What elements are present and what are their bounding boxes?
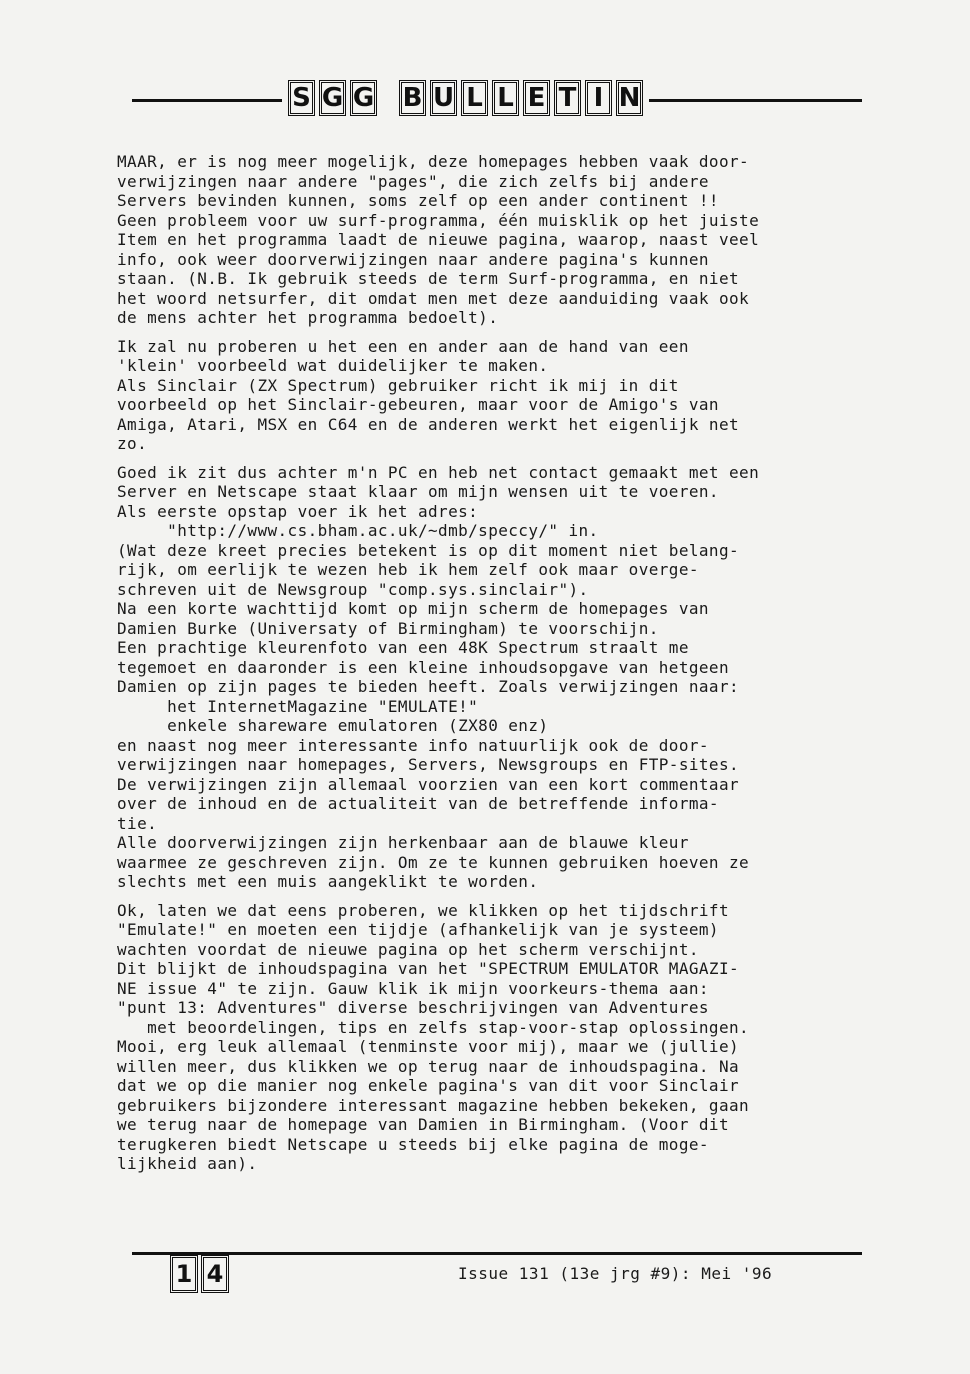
title-letter: L <box>461 80 488 116</box>
text-line: we terug naar de homepage van Damien in Birmingham. (Voor dit <box>117 1115 730 1134</box>
text-line: Alle doorverwijzingen zijn herkenbaar aan de blauwe kleur <box>117 833 689 852</box>
text-line: waarmee ze geschreven zijn. Om ze te kunnen gebruiken hoeven ze <box>117 852 750 872</box>
article-body <box>117 152 865 1183</box>
text-line: Geen probleem voor uw surf-programma, één muisklik op het juiste <box>117 210 760 230</box>
title-letter: E <box>523 80 550 116</box>
page-number <box>170 1255 229 1293</box>
paragraph <box>117 901 865 1174</box>
issue-info: Issue 131 (13e jrg #9): Mei '96 <box>458 1264 773 1283</box>
text-line: De verwijzingen zijn allemaal voorzien van een kort commentaar <box>117 774 740 794</box>
text-line: zo. <box>117 434 148 453</box>
text-line: Als Sinclair (ZX Spectrum) gebruiker richt ik mij in dit <box>117 375 679 395</box>
title-letter: B <box>399 80 426 116</box>
text-line: NE issue 4" te zijn. Gauw klik ik mijn voorkeurs-thema aan: <box>117 978 709 998</box>
text-line: gebruikers bijzondere interessant magazine hebben bekeken, gaan <box>117 1095 750 1115</box>
title-letter: S <box>288 80 315 116</box>
text-line: (Wat deze kreet precies betekent is op dit moment niet belang- <box>117 540 740 560</box>
text-line: Damien op zijn pages te bieden heeft. Zoals verwijzingen naar: <box>117 677 740 696</box>
bulletin-title <box>282 80 649 116</box>
title-letter: G <box>319 80 346 116</box>
text-line: lijkheid aan). <box>117 1154 258 1173</box>
footer-rule <box>132 1252 862 1255</box>
text-line: over de inhoud en de actualiteit van de betreffende informa- <box>117 794 719 813</box>
text-line: Als eerste opstap voer ik het adres: <box>117 501 479 521</box>
text-line: terugkeren biedt Netscape u steeds bij elke pagina de moge- <box>117 1134 709 1154</box>
text-line: Ik zal nu proberen u het een en ander aan de hand van een <box>117 336 689 356</box>
text-line: het woord netsurfer, dit omdat men met deze aanduiding vaak ook <box>117 288 750 308</box>
text-line: wachten voordat de nieuwe pagina op het scherm verschijnt. <box>117 939 699 959</box>
title-letter: L <box>492 80 519 116</box>
title-letter: U <box>430 80 457 116</box>
paragraph <box>117 152 865 328</box>
text-line: Een prachtige kleurenfoto van een 48K Spectrum straalt me <box>117 638 689 657</box>
title-letter: T <box>554 80 581 116</box>
title-letter: G <box>350 80 377 116</box>
text-line: tie. <box>117 813 158 833</box>
text-line: rijk, om eerlijk te wezen heb ik hem zelf ook maar overge- <box>117 560 699 579</box>
text-line: enkele shareware emulatoren (ZX80 enz) <box>117 716 549 735</box>
text-line: slechts met een muis aangeklikt te worden. <box>117 872 539 891</box>
title-letter: I <box>585 80 612 116</box>
text-line: "http://www.cs.bham.ac.uk/~dmb/speccy/" in. <box>117 521 599 540</box>
text-line: 'klein' voorbeeld wat duidelijker te maken. <box>117 356 549 375</box>
text-line: MAAR, er is nog meer mogelijk, deze homepages hebben vaak door- <box>117 152 750 171</box>
text-line: "Emulate!" en moeten een tijdje (afhankelijk van je systeem) <box>117 920 719 939</box>
page-digit: 4 <box>201 1255 229 1293</box>
text-line: willen meer, dus klikken we op terug naar de inhoudspagina. Na <box>117 1056 740 1076</box>
text-line: met beoordelingen, tips en zelfs stap-voor-stap oplossingen. <box>117 1017 750 1037</box>
text-line: dat we op die manier nog enkele pagina's van dit voor Sinclair <box>117 1076 740 1095</box>
text-line: en naast nog meer interessante info natuurlijk ook de door- <box>117 735 709 755</box>
text-line: schreven uit de Newsgroup "comp.sys.sinclair"). <box>117 579 589 599</box>
title-letter: N <box>616 80 643 116</box>
text-line: het InternetMagazine "EMULATE!" <box>117 696 479 716</box>
paragraph <box>117 337 865 454</box>
text-line: "punt 13: Adventures" diverse beschrijvingen van Adventures <box>117 998 709 1017</box>
text-line: verwijzingen naar homepages, Servers, Newsgroups en FTP-sites. <box>117 755 740 774</box>
paragraph <box>117 463 865 892</box>
text-line: Ok, laten we dat eens proberen, we klikken op het tijdschrift <box>117 900 730 920</box>
text-line: voorbeeld op het Sinclair-gebeuren, maar voor de Amigo's van <box>117 395 719 414</box>
text-line: Item en het programma laadt de nieuwe pagina, waarop, naast veel <box>117 230 760 249</box>
text-line: Damien Burke (Universaty of Birmingham) te voorschijn. <box>117 618 659 638</box>
text-line: Servers bevinden kunnen, soms zelf op een ander continent !! <box>117 191 719 210</box>
text-line: Dit blijkt de inhoudspagina van het "SPECTRUM EMULATOR MAGAZI- <box>117 959 740 978</box>
text-line: verwijzingen naar andere "pages", die zich zelfs bij andere <box>117 171 709 191</box>
text-line: Amiga, Atari, MSX en C64 en de anderen werkt het eigenlijk net <box>117 414 740 434</box>
text-line: de mens achter het programma bedoelt). <box>117 308 499 327</box>
text-line: staan. (N.B. Ik gebruik steeds de term Surf-programma, en niet <box>117 269 740 288</box>
text-line: Mooi, erg leuk allemaal (tenminste voor mij), maar we (jullie) <box>117 1037 740 1056</box>
page-digit: 1 <box>170 1255 198 1293</box>
text-line: info, ook weer doorverwijzingen naar andere pagina's kunnen <box>117 249 709 269</box>
text-line: Server en Netscape staat klaar om mijn wensen uit te voeren. <box>117 482 719 501</box>
text-line: Goed ik zit dus achter m'n PC en heb net contact gemaakt met een <box>117 462 760 482</box>
text-line: Na een korte wachttijd komt op mijn scherm de homepages van <box>117 599 709 618</box>
text-line: tegemoet en daaronder is een kleine inhoudsopgave van hetgeen <box>117 657 730 677</box>
